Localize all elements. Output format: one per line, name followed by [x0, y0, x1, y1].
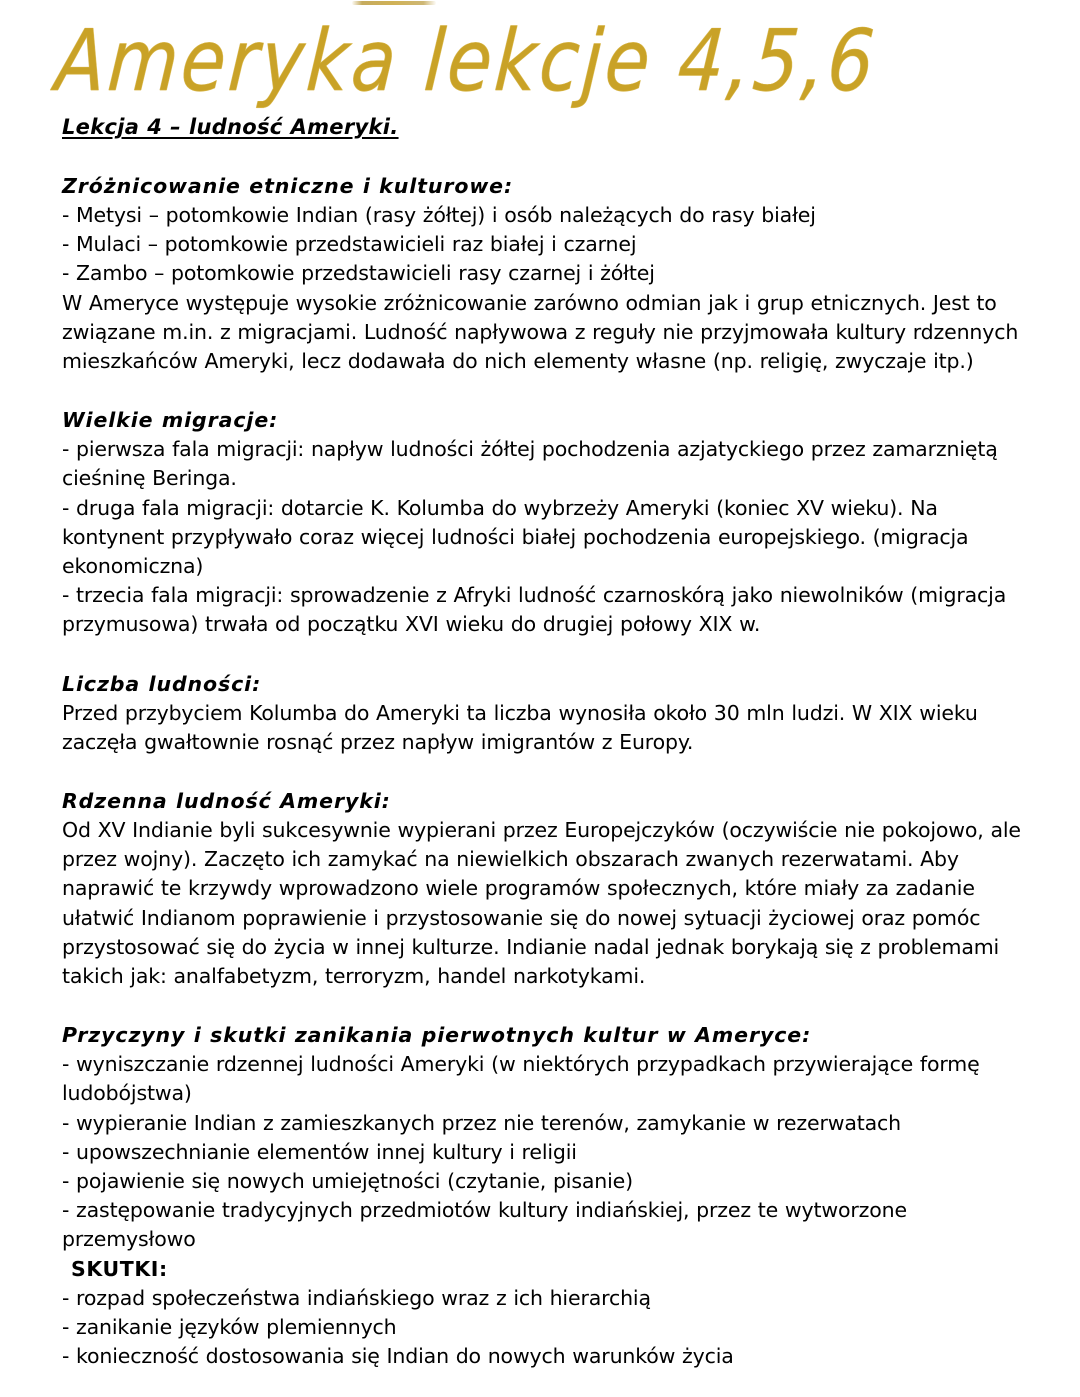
document-body — [62, 112, 1042, 1372]
list-item: - zastępowanie tradycyjnych przedmiotów kultury indiańskiej, przez te wytworzone przemysłowo — [62, 1198, 914, 1252]
section-heading-natives: Rdzenna ludność Ameryki: — [62, 789, 391, 814]
page-title: Ameryka lekcje 4,5,6 — [52, 10, 881, 110]
spacer — [62, 757, 1042, 786]
ink-stroke-fragment-icon — [352, 1, 436, 5]
list-item: - pierwsza fala migracji: napływ ludności żółtej pochodzenia azjatyckiego przez zamarzniętą cieśninę Beringa. — [62, 437, 1005, 491]
list-item: - upowszechnianie elementów innej kultury i religii — [62, 1139, 577, 1164]
list-item: - zanikanie języków plemiennych — [62, 1315, 397, 1340]
list-item: - Mulaci – potomkowie przedstawicieli raz białej i czarnej — [62, 232, 637, 257]
list-item: - trzecia fala migracji: sprowadzenie z Afryki ludność czarnoskórą jako niewolników (migracja przymusowa) trwała od początku XVI wieku do drugiej połowy XIX w. — [62, 583, 1013, 637]
section-population — [62, 669, 1042, 757]
paragraph-population: Przed przybyciem Kolumba do Ameryki ta liczba wynosiła około 30 mln ludzi. W XIX wieku zaczęła gwałtownie rosnąć przez napływ imigrantów z Europy. — [62, 700, 985, 754]
section-migrations — [62, 405, 1042, 639]
list-item: - konieczność dostosowania się Indian do nowych warunków życia — [62, 1344, 734, 1369]
section-heading-causes: Przyczyny i skutki zanikania pierwotnych kultur w Ameryce: — [62, 1023, 812, 1048]
list-item: - Zambo – potomkowie przedstawicieli rasy czarnej i żółtej — [62, 261, 655, 286]
section-ethnic — [62, 171, 1042, 376]
paragraph-natives: Od XV Indianie byli sukcesywnie wypierani przez Europejczyków (oczywiście nie pokojowo, ale przez wojny). Zaczęto ich zamykać na niewielkich obszarach zwanych rezerwatami. Aby naprawić te krzywdy wprowadzono wiele programów społecznych, które miały za zadanie ułatwić Indianom poprawienie i przystosowanie się do nowej sytuacji życiowej oraz pomóc przystosować się do życia w innej kulturze. Indianie nadal jednak borykają się z problemami takich jak: analfabetyzm, terroryzm, handel narkotykami. — [62, 818, 1028, 989]
section-heading-migrations: Wielkie migracje: — [62, 408, 279, 433]
section-heading-ethnic: Zróżnicowanie etniczne i kulturowe: — [62, 174, 514, 198]
spacer — [62, 991, 1042, 1020]
lesson-heading: Lekcja 4 – ludność Ameryki. — [62, 115, 399, 139]
section-heading-population: Liczba ludności: — [62, 671, 262, 696]
spacer — [62, 376, 1042, 405]
list-item: - druga fala migracji: dotarcie K. Kolumba do wybrzeży Ameryki (koniec XV wieku). Na kontynent przypływało coraz więcej ludności białej pochodzenia europejskiego. (migracja ekonomiczna) — [62, 495, 976, 579]
section-natives — [62, 786, 1042, 991]
section-causes — [62, 1020, 1042, 1371]
spacer — [62, 142, 1042, 171]
list-item: - Metysi – potomkowie Indian (rasy żółtej) i osób należących do rasy białej — [62, 203, 816, 227]
paragraph-ethnic: W Ameryce występuje wysokie zróżnicowanie zarówno odmian jak i grup etnicznych. Jest to związane m.in. z migracjami. Ludność napływowa z reguły nie przyjmowała kultury rdzennych mieszkańców Ameryki, lecz dodawała do nich elementy własne (np. religię, zwyczaje itp.) — [62, 290, 1025, 374]
spacer — [62, 640, 1042, 669]
list-item: - wypieranie Indian z zamieszkanych przez nie terenów, zamykanie w rezerwatach — [62, 1110, 902, 1135]
list-item: - pojawienie się nowych umiejętności (czytanie, pisanie) — [62, 1169, 633, 1194]
list-item: - wyniszczanie rdzennej ludności Ameryki (w niektórych przypadkach przywierające formę ludobójstwa) — [62, 1052, 987, 1106]
lesson-heading-block — [62, 112, 1042, 142]
sub-label-effects: SKUTKI: — [71, 1256, 168, 1281]
list-item: - rozpad społeczeństwa indiańskiego wraz z ich hierarchią — [62, 1285, 651, 1310]
